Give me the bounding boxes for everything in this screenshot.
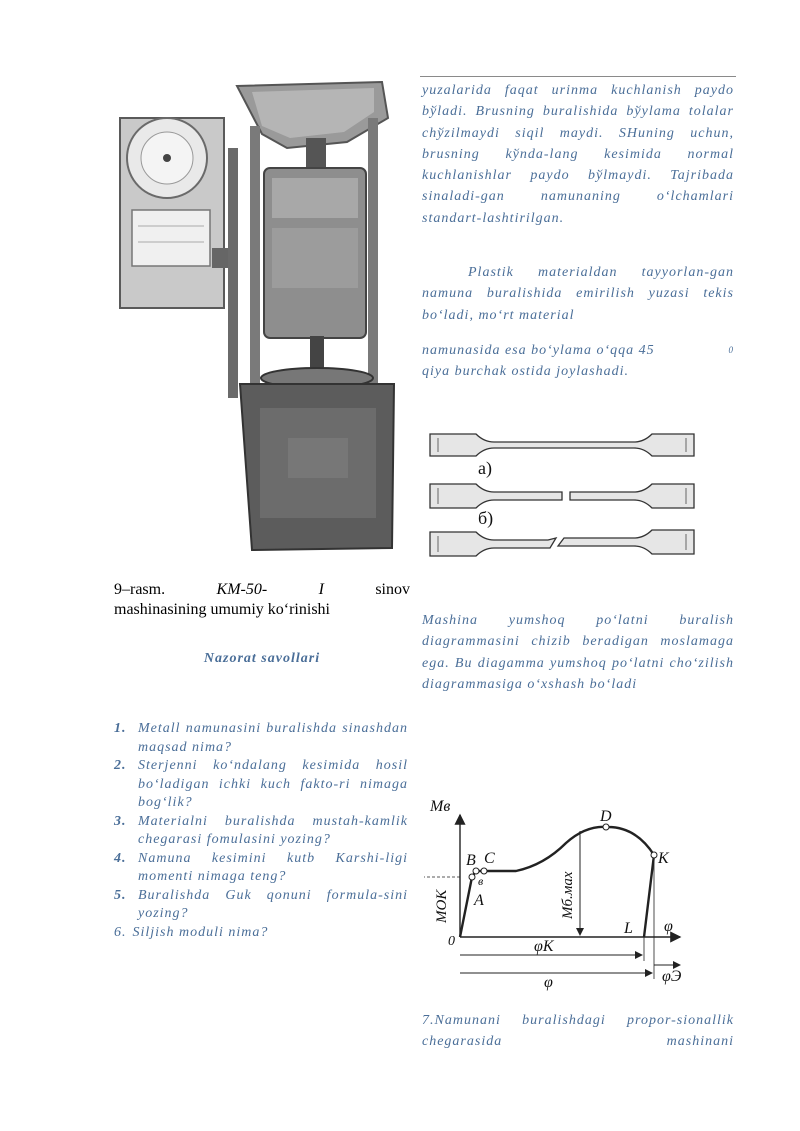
- specimens-illustration: [424, 424, 700, 566]
- phi-bottom-label: φ: [544, 974, 553, 991]
- m-max-label: Mб.мах: [560, 871, 576, 919]
- phi-label: φ: [664, 918, 673, 935]
- point-b-small: в: [478, 874, 484, 888]
- question-item: 6. Siljish moduli nima?: [114, 924, 269, 940]
- torsion-machine-illustration: [112, 78, 408, 556]
- point-d: D: [600, 808, 612, 825]
- point-b: B: [466, 852, 476, 869]
- questions-list: [114, 720, 408, 942]
- paragraph-1: yuzalarida faqat urinma kuchlanish paydo bўladi. Brusning buralishida bўylama tolalar chўzilmaydi siqil maydi. SHuning uchun, brusning kўnda-lang kesimida normal kuchlanishlar paydo bўlmaydi. Tajribada sinaladi-gan namunaning o‘lchamlari standart-lashtirilgan.: [422, 83, 734, 226]
- question-item: 2. Sterjenni ko‘ndalang kesimida hosil bo‘ladigan ichki kuch fakto-ri nimaga bog‘lik?: [114, 758, 408, 810]
- origin-label: 0: [448, 934, 455, 949]
- point-c: C: [484, 850, 495, 867]
- point-k: K: [658, 850, 669, 867]
- paragraph-3: namunasida esa bo‘ylama o‘qqa 45 0 qiya burchak ostida joylashadi.: [422, 343, 734, 380]
- caption-model: KM-50-: [216, 581, 268, 598]
- specimen-label-a: а): [478, 458, 492, 478]
- caption-word: sinov: [375, 581, 410, 598]
- figure-caption: [114, 580, 410, 620]
- column-top-rule: [420, 76, 736, 77]
- phi-k-label: φК: [534, 938, 554, 955]
- question-item: 5. Buralishda Guk qonuni formula-sini yozing?: [114, 887, 408, 921]
- section-title: Nazorat savollari: [203, 651, 321, 666]
- m-ok-label: MОК: [434, 889, 450, 923]
- point-l: L: [624, 920, 633, 937]
- question-item: 3. Materialni buralishda mustah-kamlik chegarasi fomulasini yozing?: [114, 813, 408, 847]
- caption-prefix: 9–rasm.: [114, 581, 166, 598]
- question-item: 1. Metall namunasini buralishda sinashdan maqsad nima?: [114, 721, 408, 755]
- caption-line2: mashinasining umumiy ko‘rinishi: [114, 601, 330, 618]
- torsion-diagram: [424, 795, 686, 995]
- paragraph-4: Mashina yumshoq po‘latni buralish diagrammasini chizib beradigan moslamaga ega. Bu diagamma yumshoq po‘latni cho‘zilish diagrammasiga o‘xshash bo‘ladi: [422, 613, 734, 692]
- y-axis-label: Mв: [430, 798, 451, 815]
- question-item: 4. Namuna kesimini kutb Karshi-ligi momenti nimaga teng?: [114, 850, 408, 884]
- phi-e-label: φЭ: [662, 968, 682, 985]
- point-a: A: [474, 892, 484, 909]
- caption-model-roman: I: [318, 581, 324, 598]
- paragraph-5: 7.Namunani buralishdagi propor-sionallik chegarasida mashinani: [422, 1013, 734, 1050]
- specimen-label-b: б): [478, 508, 494, 528]
- paragraph-2: Plastik materialdan tayyorlan-gan namuna buralishida emirilish yuzasi tekis bo‘ladi, mo‘rt material: [422, 265, 734, 323]
